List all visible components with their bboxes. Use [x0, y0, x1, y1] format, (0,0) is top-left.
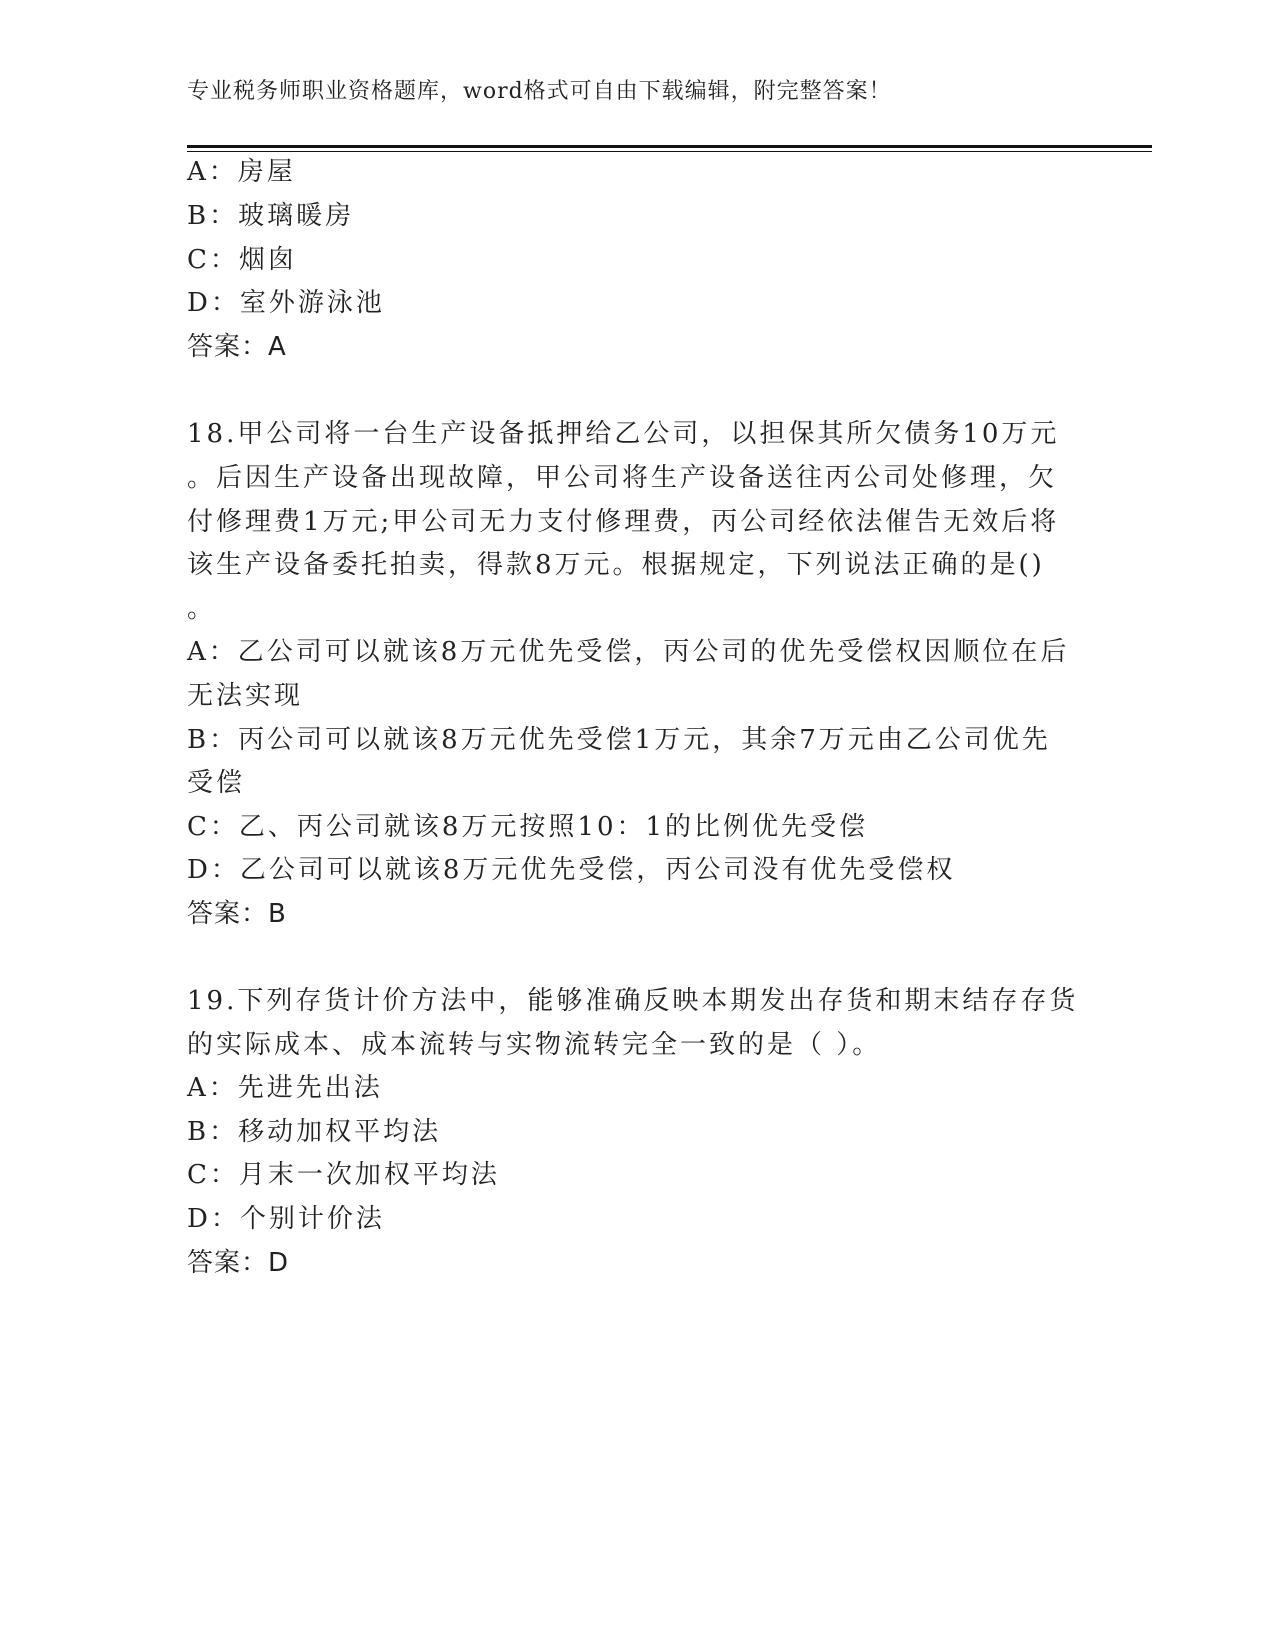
q18-stem-line-4: 该生产设备委托拍卖，得款8万元。根据规定，下列说法正确的是()	[187, 550, 1045, 580]
q19-stem-line-1: 19.下列存货计价方法中，能够准确反映本期发出存货和期末结存存货	[187, 986, 1079, 1016]
q19-option-b: B：移动加权平均法	[187, 1117, 442, 1147]
q17-answer: 答案：A	[187, 332, 287, 362]
q18-option-b-line-2: 受偿	[187, 768, 246, 798]
header-rule-thin	[187, 151, 1152, 152]
q18-stem-line-1: 18.甲公司将一台生产设备抵押给乙公司，以担保其所欠债务10万元	[187, 419, 1060, 449]
q18-option-c: C：乙、丙公司就该8万元按照10：1的比例优先受偿	[187, 812, 869, 842]
q19-option-d: D：个别计价法	[187, 1204, 385, 1234]
q18-answer: 答案：B	[187, 899, 287, 929]
q19-option-c: C：月末一次加权平均法	[187, 1160, 500, 1190]
q18-option-b-line-1: B：丙公司可以就该8万元优先受偿1万元，其余7万元由乙公司优先	[187, 725, 1051, 755]
q18-stem-line-5: 。	[187, 594, 217, 624]
q19-option-a: A：先进先出法	[187, 1073, 383, 1103]
q17-option-d: D：室外游泳池	[187, 288, 385, 318]
q18-option-a-line-2: 无法实现	[187, 681, 304, 711]
q17-option-b: B：玻璃暖房	[187, 201, 355, 231]
header-rule-thick	[187, 145, 1152, 148]
q18-stem-line-2: 。后因生产设备出现故障，甲公司将生产设备送往丙公司处修理，欠	[187, 463, 1058, 493]
q17-option-c: C：烟囱	[187, 245, 297, 275]
page-header-text: 专业税务师职业资格题库，word格式可自由下载编辑，附完整答案！	[187, 79, 892, 104]
q18-stem-line-3: 付修理费1万元;甲公司无力支付修理费，丙公司经依法催告无效后将	[187, 507, 1060, 537]
q18-option-a-line-1: A：乙公司可以就该8万元优先受偿，丙公司的优先受偿权因顺位在后	[187, 637, 1070, 667]
q19-stem-line-2: 的实际成本、成本流转与实物流转完全一致的是（ ）。	[187, 1030, 882, 1060]
q19-answer: 答案：D	[187, 1248, 290, 1278]
q17-option-a: A：房屋	[187, 157, 296, 187]
q18-option-d: D：乙公司可以就该8万元优先受偿，丙公司没有优先受偿权	[187, 855, 956, 885]
